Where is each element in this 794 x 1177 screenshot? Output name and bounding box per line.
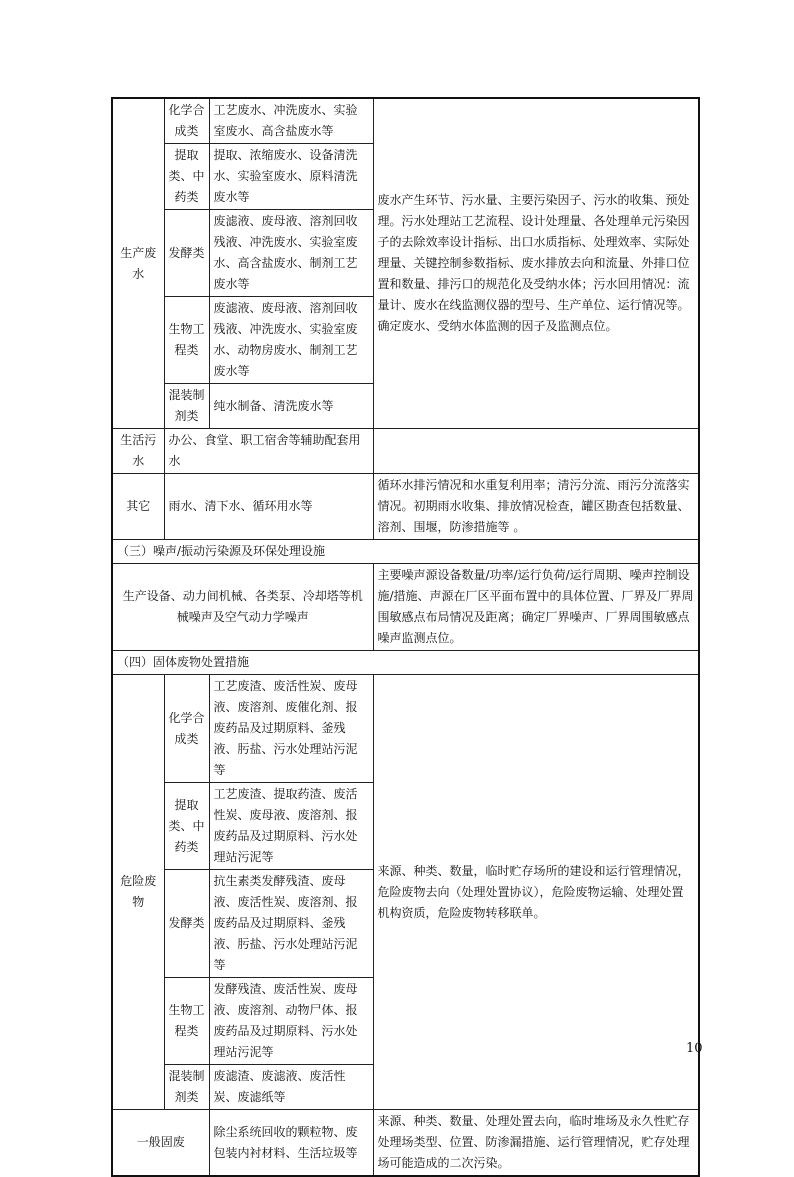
category-cell: 提取类、中药类 — [164, 144, 209, 210]
production-wastewater-requirement: 废水产生环节、污水量、主要污染因子、污水的收集、预处理。污水处理站工艺流程、设计处理量、各处理单元污染因子的去除效率设计指标、出口水质指标、处理效率、实际处理量、关键控制参数指标、废水排放去向和流量、外排口位置和数量、排污口的规范化及受纳水体；污水回用情况：流量计、废水在线监测仪器的型号、生产单位、运行情况等。 确定废水、受纳水体监测的因子及监测点位。 — [373, 98, 699, 429]
table-row — [112, 1110, 699, 1177]
content-cell: 废滤液、废母液、溶剂回收残液、冲洗废水、实验室废水、动物房废水、制剂工艺废水等 — [209, 297, 373, 384]
other-content: 雨水、清下水、循环用水等 — [164, 474, 373, 540]
content-cell: 纯水制备、清洗废水等 — [209, 384, 373, 429]
category-cell: 提取类、中药类 — [164, 783, 209, 870]
hazardous-waste-label: 危险废物 — [112, 675, 164, 1110]
domestic-sewage-label: 生活污水 — [112, 429, 164, 474]
inspection-table — [111, 97, 700, 1177]
table-row — [112, 540, 699, 564]
other-requirement: 循环水排污情况和水重复利用率；清污分流、雨污分流落实情况。初期雨水收集、排放情况检查，罐区勘查包括数量、溶剂、围堰，防渗措施等 。 — [373, 474, 699, 540]
production-wastewater-label: 生产废水 — [112, 98, 164, 429]
table-row — [112, 675, 699, 783]
table-row — [112, 474, 699, 540]
content-cell: 废滤液、废母液、溶剂回收残液、冲洗废水、实验室废水、高含盐废水、制剂工艺废水等 — [209, 210, 373, 297]
table-row — [112, 564, 699, 651]
table-row — [112, 429, 699, 474]
category-cell: 化学合成类 — [164, 98, 209, 144]
other-label: 其它 — [112, 474, 164, 540]
noise-section-title: （三）噪声/振动污染源及环保处理设施 — [112, 540, 699, 564]
content-cell: 工艺废渣、废活性炭、废母液、废溶剂、废催化剂、报废药品及过期原料、釜残液、肟盐、污水处理站污泥等 — [209, 675, 373, 783]
table-row — [112, 651, 699, 675]
category-cell: 生物工程类 — [164, 978, 209, 1065]
category-cell: 混装制剂类 — [164, 384, 209, 429]
content-cell: 工艺废水、冲洗废水、实验室废水、高含盐废水等 — [209, 98, 373, 144]
content-cell: 发酵残渣、废活性炭、废母液、废溶剂、动物尸体、报废药品及过期原料、污水处理站污泥等 — [209, 978, 373, 1065]
category-cell: 发酵类 — [164, 870, 209, 978]
general-waste-requirement: 来源、种类、数量、处理处置去向，临时堆场及永久性贮存处理场类型、位置、防渗漏措施、运行管理情况，贮存处理场可能造成的二次污染。 — [373, 1110, 699, 1177]
category-cell: 混装制剂类 — [164, 1065, 209, 1110]
content-cell: 提取、浓缩废水、设备清洗水、实验室废水、原料清洗废水等 — [209, 144, 373, 210]
general-waste-label: 一般固废 — [112, 1110, 209, 1177]
category-cell: 发酵类 — [164, 210, 209, 297]
page-number: 10 — [686, 1041, 703, 1056]
content-cell: 废滤渣、废滤液、废活性炭、废滤纸等 — [209, 1065, 373, 1110]
empty-cell — [373, 429, 699, 474]
category-cell: 化学合成类 — [164, 675, 209, 783]
table-row — [112, 98, 699, 144]
category-cell: 生物工程类 — [164, 297, 209, 384]
hazardous-waste-requirement: 来源、种类、数量，临时贮存场所的建设和运行管理情况，危险废物去向（处理处置协议），危险废物运输、处理处置机构资质，危险废物转移联单。 — [373, 675, 699, 1110]
noise-requirement: 主要噪声源设备数量/功率/运行负荷/运行周期、噪声控制设施/措施、声源在厂区平面布置中的具体位置、厂界及厂界周围敏感点布局情况及距离；确定厂界噪声、厂界周围敏感点噪声监测点位。 — [373, 564, 699, 651]
domestic-sewage-content: 办公、食堂、职工宿舍等辅助配套用水 — [164, 429, 373, 474]
content-cell: 工艺废渣、提取药渣、废活性炭、废母液、废溶剂、报废药品及过期原料、污水处理站污泥等 — [209, 783, 373, 870]
content-cell: 抗生素类发酵残渣、废母液、废活性炭、废溶剂、报废药品及过期原料、釜残液、肟盐、污水处理站污泥等 — [209, 870, 373, 978]
general-waste-content: 除尘系统回收的颗粒物、废包装内衬材料、生活垃圾等 — [209, 1110, 373, 1177]
noise-content: 生产设备、动力间机械、各类泵、冷却塔等机械噪声及空气动力学噪声 — [112, 564, 373, 651]
solid-section-title: （四）固体废物处置措施 — [112, 651, 699, 675]
